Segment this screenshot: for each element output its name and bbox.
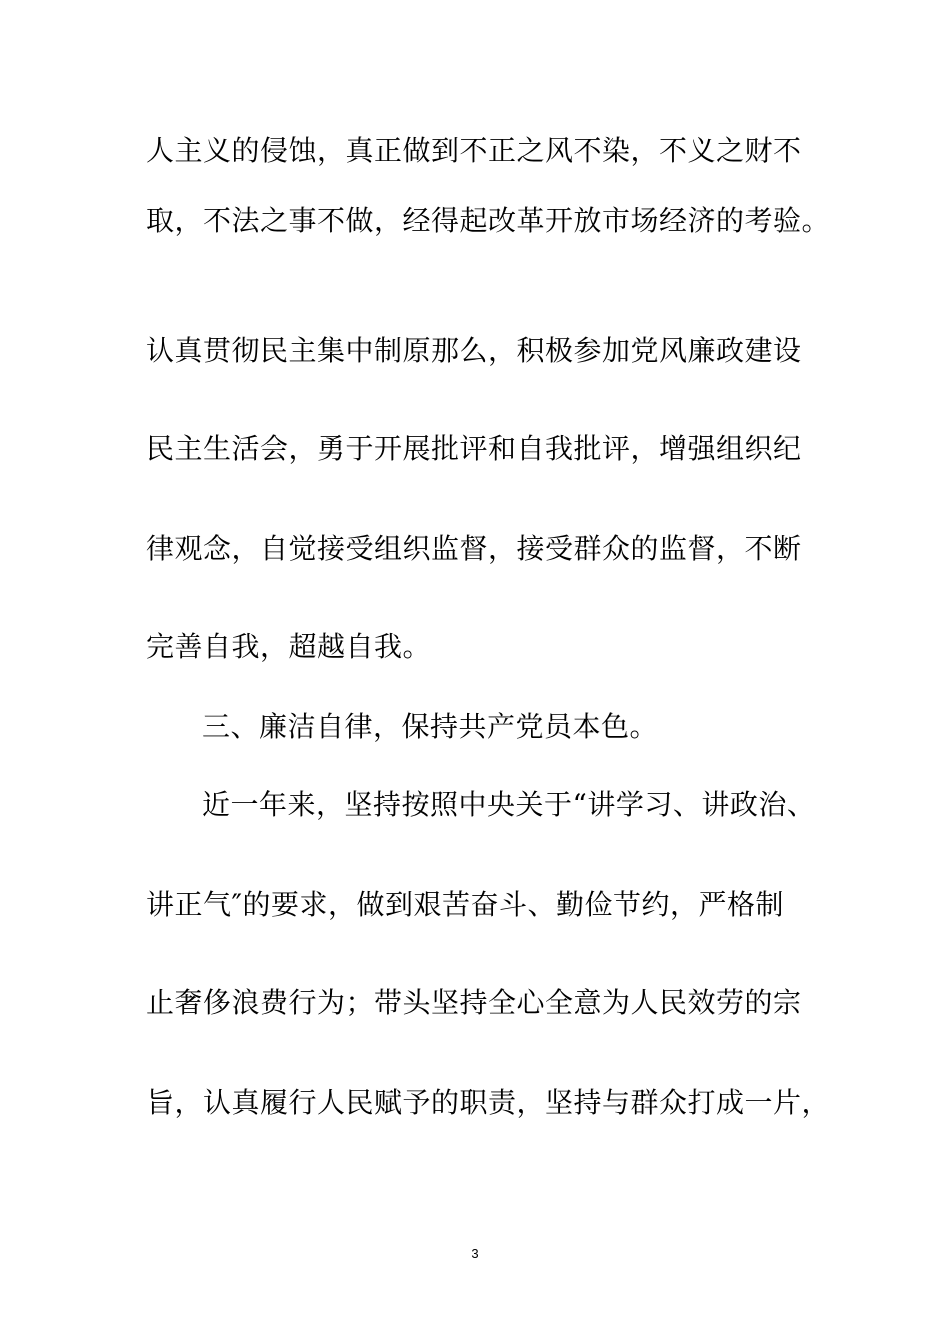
body-text-line: 民主生活会，勇于开展批评和自我批评，增强组织纪 xyxy=(146,432,802,465)
section-heading: 三、廉洁自律，保持共产党员本色。 xyxy=(202,710,659,743)
body-text-line: 止奢侈浪费行为；带头坚持全心全意为人民效劳的宗 xyxy=(146,986,802,1019)
body-text-line: 旨，认真履行人民赋予的职责，坚持与群众打成一片， xyxy=(146,1086,831,1119)
body-text-line: 近一年来，坚持按照中央关于“讲学习、讲政治、 xyxy=(202,788,816,821)
body-text-line: 律观念，自觉接受组织监督，接受群众的监督，不断 xyxy=(146,532,802,565)
page-number: 3 xyxy=(471,1246,479,1261)
body-text-line: 取，不法之事不做，经得起改革开放市场经济的考验。 xyxy=(146,204,831,237)
body-text-line: 完善自我，超越自我。 xyxy=(146,630,432,663)
body-text-line: 人主义的侵蚀，真正做到不正之风不染，不义之财不 xyxy=(146,134,802,167)
body-text-line: 认真贯彻民主集中制原那么，积极参加党风廉政建设 xyxy=(146,334,802,367)
body-text-line: 讲正气″的要求，做到艰苦奋斗、勤俭节约，严格制 xyxy=(146,888,784,921)
